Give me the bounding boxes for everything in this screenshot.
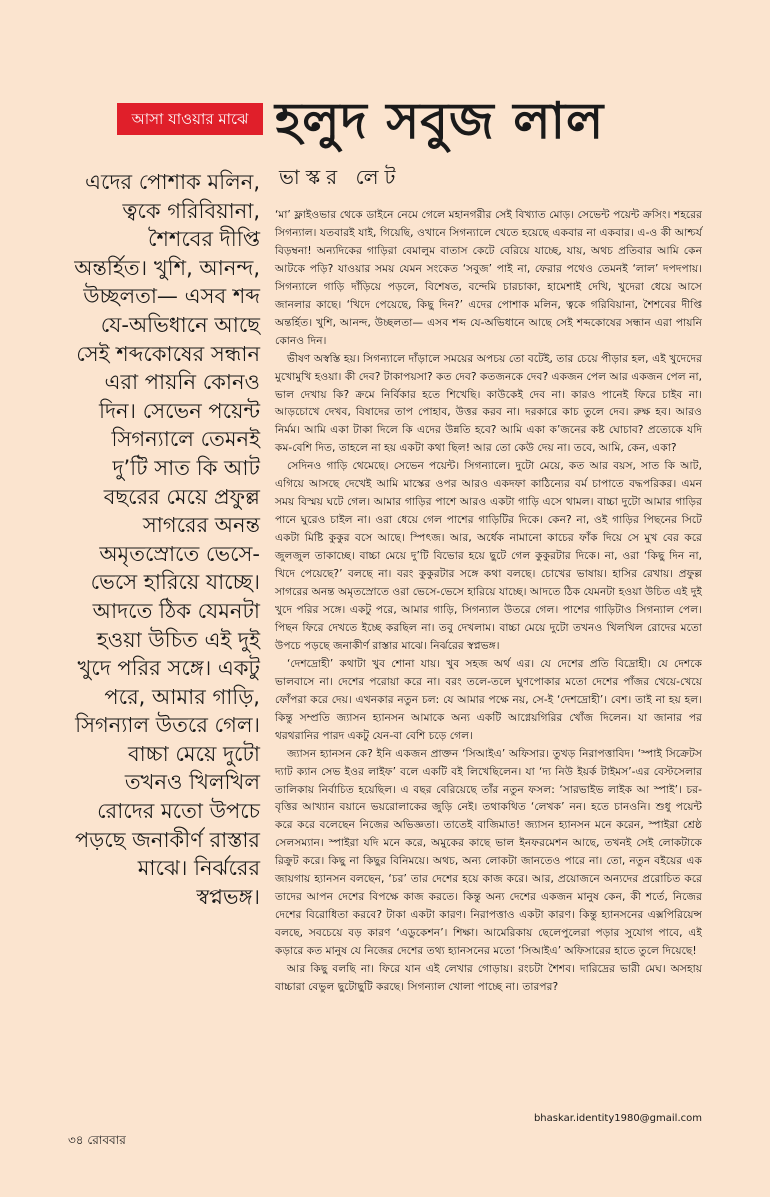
page-folio: ৩৪ রোববার (68, 1133, 126, 1147)
section-tag: আসা যাওয়ার মাঝে (117, 103, 263, 135)
byline: ভাস্কর লেট (279, 165, 402, 189)
paragraph: ভীষণ অস্বস্তি হয়। সিগন্যালে দাঁড়ালে সময়ের অপচয় তো বটেই, তার চেয়ে পীড়ার হল, এই খুদেদের মুখোমুখি হওয়া। কী দেব? টাকাপয়সা? কত দেব? কতজনকে দেব? একজন পেল আর একজন পেল না, ভাল দেখায় কি? ক্রমে নির্বিকার হতে শিখেছি। কাউকেই দেব না। কারও পানেই ফিরে চাইব না। আড়চোখে দেখব, বিষাদের তাপ পোহাব, উত্তর করব না। দরকারে কাচ তুলে দেব। রুক্ষ হব। আরও নির্মম। আমি একা টাকা দিলে কি এদের উন্নতি হবে? আমি একা ক’জনের কষ্ট ঘোচাব? প্রত্যেকে যদি কম-বেশি দিত, তাহলে না হয় একটা কথা ছিল! আর তো কেউ দেয় না। তবে, আমি, কেন, একা? (275, 351, 702, 455)
headline: হলুদ সবুজ লাল (275, 92, 605, 150)
paragraph: জ্যাসন হ্যানসন কে? ইনি একজন প্রাক্তন ‘সিআইএ’ অফিসার। তুখড় নিরাপত্তাবিদ। ‘স্পাই সিক্রেটস দ্যাট ক্যান সেভ ইওর লাইফ’ বলে একটি বই লিখেছিলেন। যা ‘দ্য নিউ ইয়র্ক টাইমস’-এর বেস্টসেলার তালিকায় নির্বাচিত হয়েছিল। এ বছর বেরিয়েছে তাঁর নতুন ফসল: ‘সারভাইভ লাইক আ স্পাই’। চর-বৃত্তির আখ্যান বয়ানে ভয়রোলাকের জুড়ি নেই। তথাকথিত ‘লেখক’ নন। হতে চানওনি। শুধু পয়েন্ট করে করে বলেছেন নিজের অভিজ্ঞতা। তাতেই বাজিমাত! জ্যাসন হ্যানসন মনে করেন, স্পাইরা শ্রেষ্ঠ সেলসম্যান। স্পাইরা যদি মনে করে, অমুকের কাছে ভাল ইনফরমেশন আছে, তখনই সেই লোকটাকে রিক্রুট করে। কিছু না কিছুর বিনিময়ে। অথচ, অন্য লোকটা জানতেও পারে না। তো, নতুন বইয়ের এক জায়গায় হ্যানসন বলছেন, ‘চর’ তার দেশের হয়ে কাজ করে। আর, প্রয়োজনে অন্যদের প্ররোচিত করে তাদের আপন দেশের বিপক্ষে কাজ করতে। কিন্তু অন্য দেশের একজন মানুষ কেন, কী শর্তে, নিজের দেশের বিরোধিতা করবে? টাকা একটা কারণ। নিরাপত্তাও একটা কারণ। কিন্তু হ্যানসনের এক্সপিরিয়েন্স বলছে, সবচেয়ে বড় কারণ ‘এডুকেশন’। শিক্ষা। আমেরিকায় ছেলেপুলেরা পড়ার সুযোগ পাবে, এই কড়ারে কত মানুষ যে নিজের দেশের তথ্য হ্যানসনের মতো ‘সিআইএ’ অফিসারের হাতে তুলে দিয়েছে! (275, 746, 702, 958)
pull-quote: এদের পোশাক মলিন, ত্বকে গরিবিয়ানা, শৈশবের দীপ্তি অন্তর্হিত। খুশি, আনন্দ, উচ্ছলতা— এসব শব্দ যে-অভিধানে আছে সেই শব্দকোষের সন্ধান এরা পায়নি কোনও দিন। সেভেন পয়েন্ট সিগন্যালে তেমনই দু’টি সাত কি আট বছরের মেয়ে প্রফুল্ল সাগরের অনন্ত অমৃতস্রোতে ভেসে-ভেসে হারিয়ে যাচ্ছে। আদতে ঠিক যেমনটা হওয়া উচিত এই দুই খুদে পরির সঙ্গে। একটু পরে, আমার গাড়ি, সিগন্যাল উতরে গেল। বাচ্চা মেয়ে দুটো তখনও খিলখিল রোদের মতো উপচে পড়ছে জনাকীর্ণ রাস্তার মাঝে। নির্ঝরের স্বপ্নভঙ্গ। (74, 170, 260, 909)
paragraph: আর কিছু বলছি না। ফিরে যান এই লেখার গোড়ায়। রংচটা শৈশব। দারিদ্রের ভারী মেঘ। অসহায় বাচ্চারা বেভুল ছুটোছুটি করছে। সিগন্যাল খোলা পাচ্ছে না। তারপর? (275, 962, 702, 993)
paragraph: ‘দেশদ্রোহী’ কথাটা খুব শোনা যায়। খুব সহজ অর্থ এর। যে দেশের প্রতি বিদ্রোহী। যে দেশকে ভালবাসে না। দেশের পরোয়া করে না। বরং তলে-তলে ঘুণপোকার মতো দেশের পাঁজর খেয়ে-খেয়ে ফোঁপরা করে দেয়। এখনকার নতুন চল: যে আমার পক্ষে নয়, সে-ই ‘দেশদ্রোহী’। বেশ। তাই না হয় হল। কিন্তু সম্প্রতি জ্যাসন হ্যানসন আমাকে অন্য একটি আগ্নেয়গিরির খোঁজ দিলেন। যা জানার পর থরথরানির পারদ একটু যেন-বা বেশি চড়ে গেল। (275, 656, 702, 742)
paragraph: ‘মা’ ফ্লাইওভার থেকে ডাইনে নেমে গেলে মহানগরীর সেই বিখ্যাত মোড়। সেভেন্ট পয়েন্ট ক্রসিং। শহরের সিগন্যাল। যতবারই যাই, গিয়েছি, ওখানে সিগন্যালে খেতে হয়েছে একবার না একবার। এ-ও কী আশ্চর্য বিড়ম্বনা! অন্যদিকের গাড়িরা বেমালুম বাতাস কেটে বেরিয়ে যাচ্ছে, যায়, অথচ প্রতিবার আমি কেন আটকে পড়ি? যাওয়ার সময় যেমন সংকেত ‘সবুজ’ পাই না, ফেরার পথেও তেমনই ‘লাল’ দপদপায়। সিগন্যালে গাড়ি দাঁড়িয়ে পড়লে, বিশেষত, বন্দেমি চারচাকা, হামেশাই দেখি, খুদেরা ধেয়ে আসে জানলার কাছে। ‘খিদে পেয়েছে, কিছু দিন?’ এদের পোশাক মলিন, ত্বকে গরিবিয়ানা, শৈশবের দীপ্তি অন্তর্হিত। খুশি, আনন্দ, উচ্ছলতা— এসব শব্দ যে-অভিধানে আছে সেই শব্দকোষের সন্ধান এরা পায়নি কোনও দিন। (275, 208, 702, 347)
author-email: bhaskar.identity1980@gmail.com (533, 1113, 702, 1124)
article-body (275, 206, 702, 996)
paragraph: সেদিনও গাড়ি থেমেছে। সেভেন পয়েন্ট। সিগন্যালে। দুটো মেয়ে, কত আর বয়স, সাত কি আট, এগিয়ে আসছে দেখেই আমি মাস্কের ওপর আরও একদফা কাঠিন্যের বর্ম চাপাতে বদ্ধপরিকর। এমন সময় বিস্ময় ঘটে গেল। আমার গাড়ির পাশে আরও একটা গাড়ি এসে থামল। বাচ্চা দুটো আমার গাড়ির পানে ঘুরেও চাইল না। ওরা ধেয়ে গেল পাশের গাড়িটির দিকে। কেন? না, ওই গাড়ির পিছনের সিটে একটা মিষ্টি কুকুর বসে আছে। স্পিৎজ। আর, অর্ধেক নামানো কাচের ফাঁক দিয়ে সে মুখ বের করে জুলজুল তাকাচ্ছে। বাচ্চা মেয়ে দু’টি বিভোর হয়ে ছুটে গেল কুকুরটার দিকে। না, ওরা ‘কিছু দিন না, খিদে পেয়েছে?’ বলছে না। বরং কুকুরটার সঙ্গে কথা বলছে। চোখের ভাষায়। হাসির রেখায়। প্রফুল্ল সাগরের অনন্ত অমৃতস্রোতে ওরা ভেসে-ভেসে হারিয়ে যাচ্ছে। আদতে ঠিক যেমনটা হওয়া উচিত এই দুই খুদে পরির সঙ্গে। একটু পরে, আমার গাড়ি, সিগন্যাল উতরে গেল। পাশের গাড়িটাও সিগন্যাল পেল। পিছন ফিরে দেখতে ইচ্ছে করছিল না। তবু দেখলাম। বাচ্চা মেয়ে দুটো তখনও খিলখিল রোদের মতো উপচে পড়ছে জনাকীর্ণ রাস্তার মাঝে। নির্ঝরের স্বপ্নভঙ্গ। (275, 459, 702, 652)
